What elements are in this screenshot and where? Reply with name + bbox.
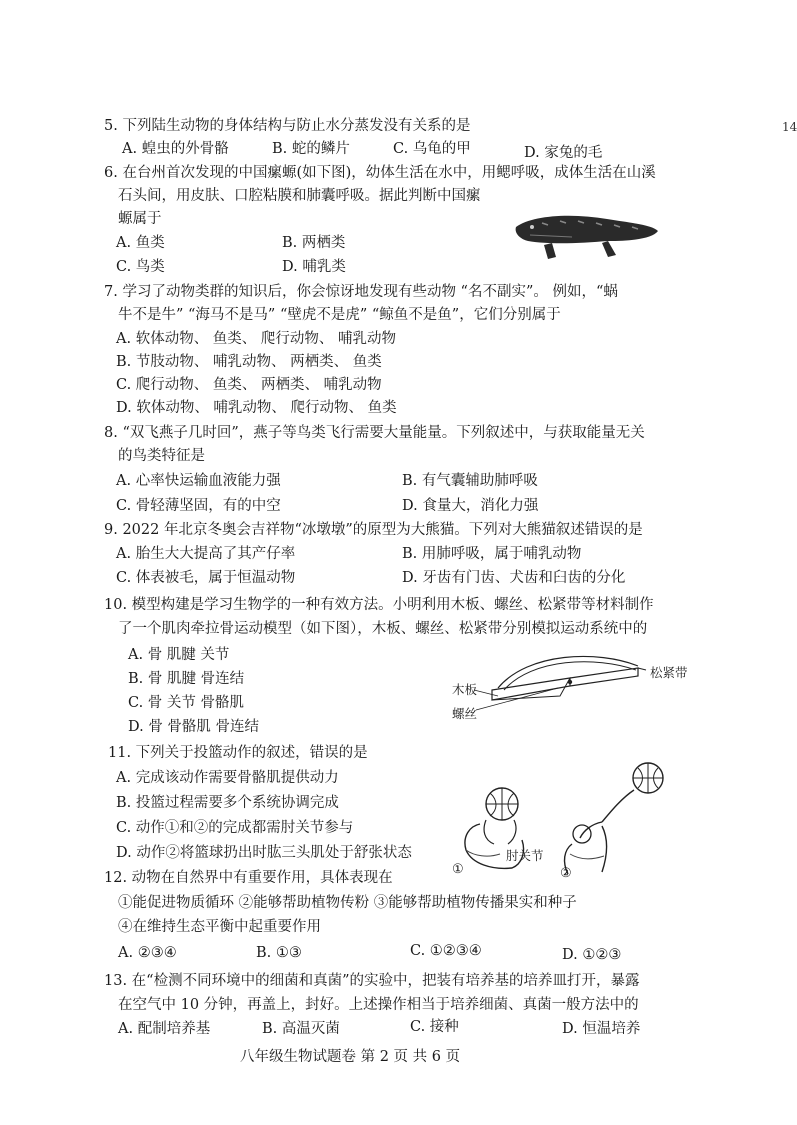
question-12-option-a: A. ②③④ [118, 945, 177, 961]
question-12-option-c: C. ①②③④ [410, 943, 482, 959]
question-7-stem-line-2: 牛不是牛” “海马不是马” “壁虎不是虎” “鲸鱼不是鱼”，它们分别属于 [118, 307, 561, 323]
question-9-option-b: B. 用肺呼吸，属于哺乳动物 [402, 546, 582, 562]
question-10-option-a: A. 骨 肌腱 关节 [128, 647, 230, 663]
question-5-stem: 5. 下列陆生动物的身体结构与防止水分蒸发没有关系的是 [104, 118, 471, 134]
question-8-option-d: D. 食量大，消化力强 [402, 498, 539, 514]
question-13-option-b: B. 高温灭菌 [262, 1021, 340, 1037]
question-9-option-a: A. 胎生大大提高了其产仔率 [116, 546, 296, 562]
question-8-option-a: A. 心率快运输血液能力强 [116, 473, 281, 489]
question-9-option-d: D. 牙齿有门齿、犬齿和臼齿的分化 [402, 570, 626, 586]
question-8-option-c: C. 骨轻薄坚固，有的中空 [116, 498, 281, 514]
model-label-board: 木板 [452, 682, 478, 697]
question-11-stem: 11. 下列关于投篮动作的叙述，错误的是 [108, 745, 368, 761]
question-11-option-b: B. 投篮过程需要多个系统协调完成 [116, 795, 339, 811]
question-13-stem-line-2: 在空气中 10 分钟，再盖上，封好。上述操作相当于培养细菌、真菌一般方法中的 [118, 997, 639, 1013]
question-5-option-d: D. 家兔的毛 [524, 145, 603, 161]
muscle-model-figure [488, 648, 658, 718]
question-12-option-d: D. ①②③ [562, 947, 622, 963]
question-10-option-c: C. 骨 关节 骨骼肌 [128, 695, 245, 711]
question-6-option-c: C. 鸟类 [116, 259, 165, 275]
question-10-option-d: D. 骨 骨骼肌 骨连结 [128, 719, 260, 735]
question-5-option-b: B. 蛇的鳞片 [272, 141, 350, 157]
question-13-stem-line-1: 13. 在“检测不同环境中的细菌和真菌”的实验中，把装有培养基的培养皿打开，暴露 [104, 973, 640, 989]
question-5-option-a: A. 蝗虫的外骨骼 [122, 141, 229, 157]
question-6-stem-line-2: 石头间，用皮肤、口腔粘膜和肺囊呼吸。据此判断中国瘰 [118, 188, 481, 204]
model-label-band: 松紧带 [650, 665, 688, 680]
question-11-option-d: D. 动作②将篮球扔出时肱三头肌处于舒张状态 [116, 845, 412, 861]
pose-1-label: ① [452, 862, 464, 877]
question-7-option-a: A. 软体动物、 鱼类、 爬行动物、 哺乳动物 [116, 331, 397, 347]
model-label-screw: 螺丝 [452, 706, 478, 721]
question-8-stem-line-1: 8. “双飞燕子几时回”，燕子等鸟类飞行需要大量能量。下列叙述中，与获取能量无关 [104, 425, 645, 441]
question-7-option-d: D. 软体动物、 哺乳动物、 爬行动物、 鱼类 [116, 400, 397, 416]
question-8-stem-line-2: 的鸟类特征是 [118, 448, 205, 464]
question-5-option-c: C. 乌龟的甲 [393, 141, 471, 157]
pose-2-label: ② [560, 866, 572, 881]
question-10-stem-line-2: 了一个肌肉牵拉骨运动模型（如下图），木板、螺丝、松紧带分别模拟运动系统中的 [118, 621, 648, 637]
question-12-stem: 12. 动物在自然界中有重要作用，具体表现在 [104, 870, 393, 886]
question-7-option-c: C. 爬行动物、 鱼类、 两栖类、 哺乳动物 [116, 377, 382, 393]
question-7-option-b: B. 节肢动物、 哺乳动物、 两栖类、 鱼类 [116, 354, 382, 370]
question-6-stem-line-3: 螈属于 [118, 211, 162, 227]
question-12-items-line-1: ①能促进物质循环 ②能够帮助植物传粉 ③能够帮助植物传播果实和种子 [118, 895, 577, 911]
page-margin-number: 14 [782, 120, 797, 134]
question-12-option-b: B. ①③ [256, 945, 302, 961]
question-9-stem: 9. 2022 年北京冬奥会吉祥物“冰墩墩”的原型为大熊猫。下列对大熊猫叙述错误的是 [104, 522, 643, 538]
question-13-option-a: A. 配制培养基 [118, 1021, 211, 1037]
question-6-option-b: B. 两栖类 [282, 235, 346, 251]
page-footer: 八年级生物试题卷 第 2 页 共 6 页 [240, 1049, 461, 1065]
question-8-option-b: B. 有气囊辅助肺呼吸 [402, 473, 538, 489]
question-11-option-a: A. 完成该动作需要骨骼肌提供动力 [116, 770, 339, 786]
question-13-option-c: C. 接种 [410, 1019, 459, 1035]
question-12-items-line-2: ④在维持生态平衡中起重要作用 [118, 919, 321, 935]
question-10-stem-line-1: 10. 模型构建是学习生物学的一种有效方法。小明利用木板、螺丝、松紧带等材料制作 [104, 597, 654, 613]
question-6-stem-line-1: 6. 在台州首次发现的中国瘰螈(如下图)，幼体生活在水中，用鳃呼吸，成体生活在山溪 [104, 165, 656, 181]
elbow-joint-label: 肘关节 [506, 848, 544, 863]
question-9-option-c: C. 体表被毛，属于恒温动物 [116, 570, 296, 586]
question-6-option-d: D. 哺乳类 [282, 259, 346, 275]
question-11-option-c: C. 动作①和②的完成都需肘关节参与 [116, 820, 354, 836]
question-13-option-d: D. 恒温培养 [562, 1021, 641, 1037]
question-10-option-b: B. 骨 肌腱 骨连结 [128, 671, 245, 687]
question-7-stem-line-1: 7. 学习了动物类群的知识后，你会惊讶地发现有些动物 “名不副实”。 例如，“蜗 [104, 284, 618, 300]
basketball-shot-figure [452, 764, 672, 880]
question-6-option-a: A. 鱼类 [116, 235, 165, 251]
newt-figure [512, 205, 662, 267]
